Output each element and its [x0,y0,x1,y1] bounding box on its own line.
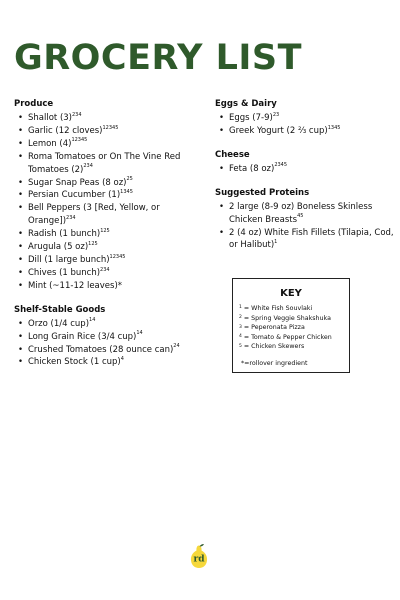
list-item: • 2 (4 oz) White Fish Fillets (Tilapia, Cod, or Halibut)$^1$ [215,227,395,253]
logo-text: rd [193,554,205,565]
list-item: • Shallot $(3)^{234}$ [14,112,199,125]
list-item: • Chicken Stock (1 cup)$^4$ [14,356,199,369]
key-title: KEY [280,288,302,299]
section-shelf-stable [14,304,199,370]
list-item: • Crushed Tomatoes (28 ounce can)$^{24}$ [14,344,199,357]
left-column [14,98,199,380]
list-item: • Orzo (1/4 cup)$^{14}$ [14,318,199,331]
section-proteins [215,187,395,253]
section-heading: Suggested Proteins [215,187,310,198]
item-list [215,112,395,138]
item-list [215,163,395,176]
key-item: $^5$ = Chicken Skewers [239,343,305,351]
key-item: $^1$ = White Fish Souvlaki [239,305,313,312]
page-title: GROCERY LIST [14,38,302,78]
key-note: *=rollover ingredient [241,359,308,367]
item-list [14,112,199,293]
list-item: • 2 large (8-9 oz) Boneless Skinless Chicken Breasts$^{45}$ [215,201,395,227]
list-item: • Lemon $(4)^{12345}$ [14,138,199,151]
section-heading: Cheese [215,149,250,160]
list-item: • Roma Tomatoes or On The Vine Red Tomatoes $(2)^{234}$ [14,151,199,177]
list-item: • Radish (1 bunch)$^{125}$ [14,228,199,241]
section-heading: Shelf-Stable Goods [14,304,106,315]
list-item: • Bell Peppers (3 [Red, Yellow, or Orange])$^{234}$ [14,202,199,228]
item-list [215,201,395,253]
list-item: • Eggs $(7-9)^{23}$ [215,112,395,125]
list-item: • Mint (~11-12 leaves)* [14,280,199,293]
item-list [14,318,199,370]
section-cheese [215,149,395,176]
key-item: $^4$ = Tomato & Pepper Chicken [239,333,332,341]
section-produce [14,98,199,293]
list-item: • Chives (1 bunch)$^{234}$ [14,267,199,280]
list-item: • Sugar Snap Peas (8 oz)$^{25}$ [14,177,199,190]
pear-logo-icon [188,543,210,569]
list-item: • Dill (1 large bunch)$^{12345}$ [14,254,199,267]
list-item: • Long Grain Rice (3/4 cup)$^{14}$ [14,331,199,344]
list-item: • Garlic (12 cloves)$^{12345}$ [14,125,199,138]
recipe-key-box [232,278,350,373]
key-item: $^3$ = Peperonata Pizza [239,324,305,332]
section-eggs-dairy [215,98,395,138]
section-heading: Produce [14,99,54,109]
list-item: • Feta (8 oz)$^{2345}$ [215,163,395,176]
key-item: $^2$ = Spring Veggie Shakshuka [239,314,331,322]
section-heading: Eggs & Dairy [215,99,277,109]
list-item: • Arugula (5 oz)$^{125}$ [14,241,199,254]
list-item: • Persian Cucumber $(1)^{1345}$ [14,189,199,202]
right-column [215,98,395,263]
list-item: • Greek Yogurt (2 ⅔ cup)$^{1345}$ [215,125,395,138]
